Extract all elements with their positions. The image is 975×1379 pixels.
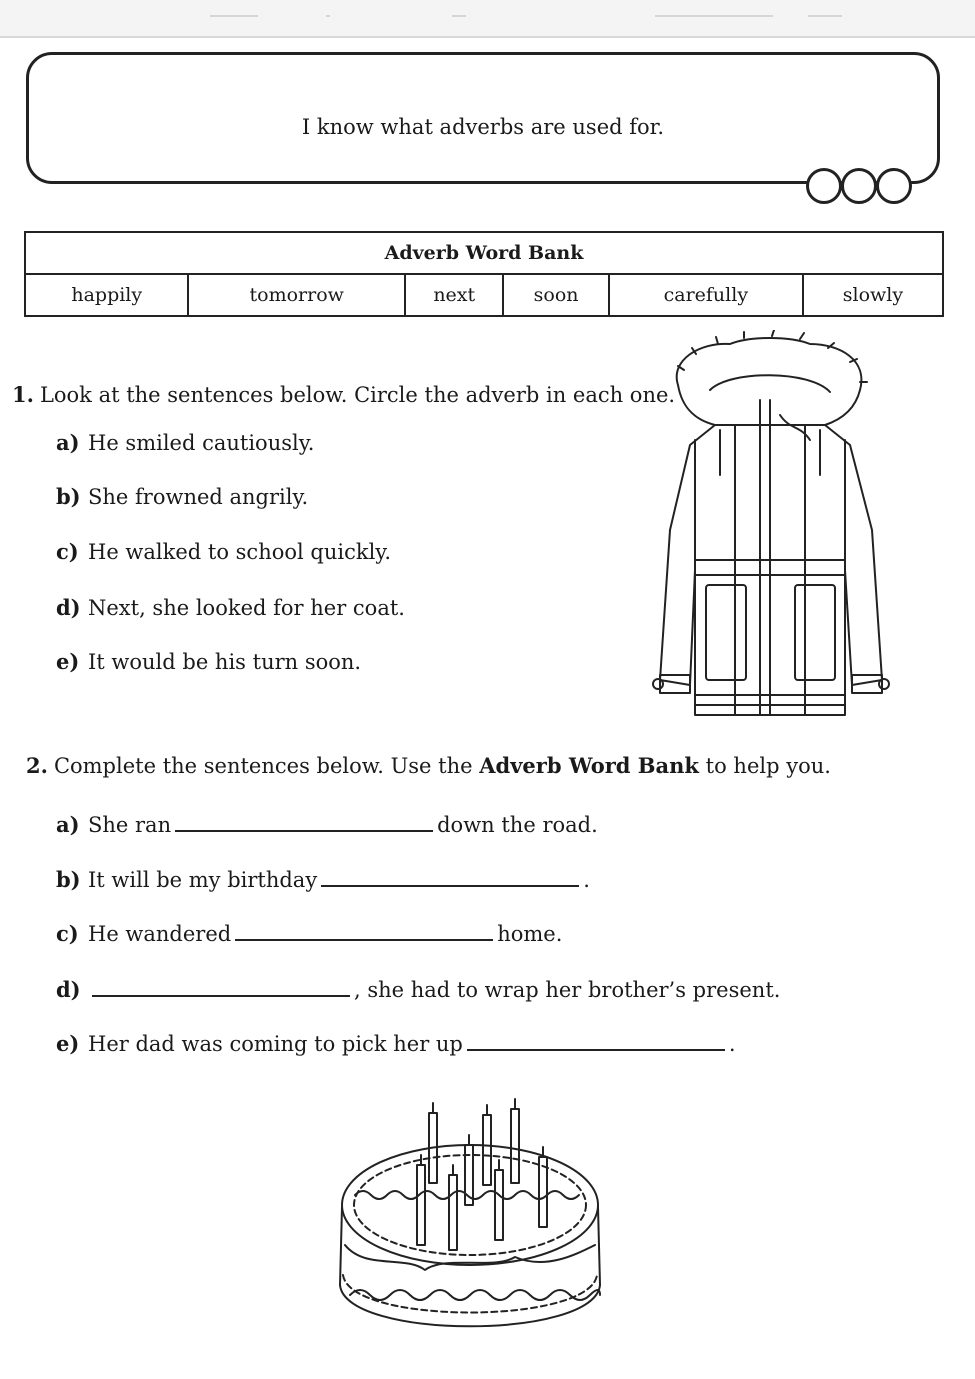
- word-bank-word: next: [405, 274, 503, 316]
- learning-objective-box: [26, 52, 940, 184]
- adverb-word-bank: [24, 231, 944, 317]
- item-sentence[interactable]: He smiled cautiously.: [88, 431, 315, 455]
- answer-blank[interactable]: [92, 975, 350, 997]
- q1-item: [56, 484, 308, 509]
- toolbar-fragment: [326, 15, 330, 17]
- viewer-toolbar: [0, 0, 975, 38]
- q2-item: [56, 919, 562, 946]
- question-text: Look at the sentences below. Circle the adverb in each one.: [39, 383, 676, 407]
- item-letter: a): [56, 430, 80, 455]
- toolbar-fragment: [655, 15, 773, 17]
- coat-illustration: [640, 330, 900, 725]
- item-letter: b): [56, 867, 81, 892]
- sentence-end: home.: [497, 922, 563, 946]
- question-text-bold: Adverb Word Bank: [479, 753, 699, 778]
- word-bank-word: slowly: [803, 274, 943, 316]
- question-number: 1.: [12, 382, 34, 407]
- answer-blank[interactable]: [321, 865, 579, 887]
- item-sentence[interactable]: He walked to school quickly.: [88, 540, 392, 564]
- self-assessment-circle-icon[interactable]: [841, 168, 877, 204]
- q2-item: [56, 810, 598, 837]
- item-sentence[interactable]: She frowned angrily.: [88, 485, 309, 509]
- q2-item: [56, 1029, 736, 1056]
- question-1-instruction: [12, 382, 675, 407]
- sentence-end: , she had to wrap her brother’s present.: [354, 978, 781, 1002]
- item-letter: a): [56, 812, 80, 837]
- q2-item: [56, 975, 780, 1002]
- item-letter: b): [56, 484, 81, 509]
- sentence-start: It will be my birthday: [88, 868, 318, 892]
- question-number: 2.: [26, 753, 48, 778]
- q2-item: [56, 865, 590, 892]
- word-bank-word: soon: [503, 274, 608, 316]
- item-letter: d): [56, 977, 81, 1002]
- q1-item: [56, 430, 314, 455]
- traffic-light-self-assessment[interactable]: [806, 168, 922, 208]
- toolbar-fragment: [210, 15, 258, 17]
- toolbar-fragment: [452, 15, 466, 17]
- self-assessment-circle-icon[interactable]: [806, 168, 842, 204]
- sentence-end: .: [728, 1032, 736, 1056]
- sentence-end: down the road.: [437, 813, 598, 837]
- item-sentence[interactable]: Next, she looked for her coat.: [88, 596, 405, 620]
- sentence-start: He wandered: [88, 922, 232, 946]
- item-letter: e): [56, 1031, 80, 1056]
- q1-item: [56, 539, 391, 564]
- q1-item: [56, 595, 405, 620]
- sentence-end: .: [583, 868, 590, 892]
- q1-item: [56, 649, 361, 674]
- item-letter: c): [56, 539, 79, 564]
- toolbar-fragment: [808, 15, 842, 17]
- item-sentence[interactable]: It would be his turn soon.: [88, 650, 362, 674]
- answer-blank[interactable]: [235, 919, 493, 941]
- answer-blank[interactable]: [467, 1029, 725, 1051]
- word-bank-word: tomorrow: [188, 274, 405, 316]
- answer-blank[interactable]: [175, 810, 433, 832]
- item-letter: e): [56, 649, 80, 674]
- question-2-instruction: [26, 753, 831, 778]
- sentence-start: Her dad was coming to pick her up: [88, 1032, 463, 1056]
- question-text: to help you.: [705, 754, 831, 778]
- self-assessment-circle-icon[interactable]: [876, 168, 912, 204]
- word-bank-word: carefully: [609, 274, 803, 316]
- sentence-start: She ran: [88, 813, 172, 837]
- item-letter: d): [56, 595, 81, 620]
- birthday-cake-illustration: [325, 1095, 615, 1379]
- learning-objective-text: I know what adverbs are used for.: [301, 115, 665, 139]
- word-bank-word: happily: [25, 274, 188, 316]
- question-text: Complete the sentences below. Use the: [53, 754, 473, 778]
- item-letter: c): [56, 921, 79, 946]
- word-bank-title: Adverb Word Bank: [25, 232, 943, 274]
